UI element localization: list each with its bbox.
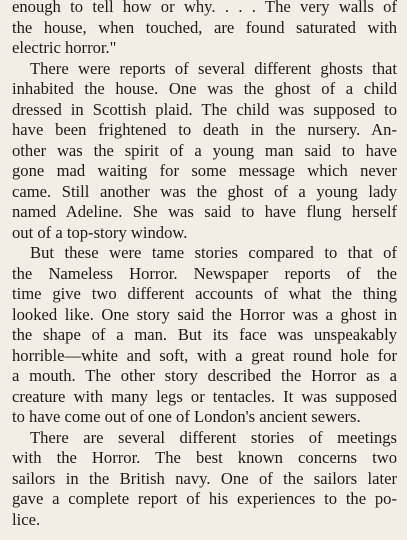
text-line: sailors in the British navy. One of the sailors later xyxy=(12,468,397,488)
paragraph-meetings xyxy=(12,428,397,531)
text-line: enough to tell how or why. . . . The very walls of xyxy=(12,0,397,16)
text-line: inhabited the house. One was the ghost of a child xyxy=(12,79,397,98)
text-line: to have come out of one of London's ancient sewers. xyxy=(12,407,361,426)
text-line: the Nameless Horror. Newspaper reports of the xyxy=(12,263,397,283)
text-line: But these were tame stories compared to that of xyxy=(30,243,397,262)
paragraph-nameless-horror xyxy=(12,243,397,428)
text-line: the house, when touched, are found saturated with xyxy=(12,17,397,37)
text-line: There are several different stories of meetings xyxy=(30,427,397,447)
text-line: a mouth. The other story described the Horror as a xyxy=(12,366,397,385)
text-line: named Adeline. She was said to have flung herself xyxy=(12,202,397,221)
text-line: horrible—white and soft, with a great round hole for xyxy=(12,345,397,365)
text-line: dressed in Scottish plaid. The child was supposed to xyxy=(12,99,397,119)
text-line: with the Horror. The best known concerns two xyxy=(12,448,397,467)
text-line: other was the spirit of a young man said to have xyxy=(12,140,397,160)
text-line: time give two different accounts of what the thing xyxy=(12,284,397,303)
text-line: gave a complete report of his experiences to the po- xyxy=(12,489,397,508)
text-line: have been frightened to death in the nursery. An- xyxy=(12,120,397,139)
text-line: the shape of a man. But its face was unspeakably xyxy=(12,325,397,344)
text-line: electric horror." xyxy=(12,38,117,57)
paragraph-ghosts xyxy=(12,59,397,244)
text-line: looked like. One story said the Horror was a ghost in xyxy=(12,304,397,324)
paragraph-continued xyxy=(12,0,397,59)
text-line: There were reports of several different ghosts that xyxy=(30,58,397,78)
text-line: lice. xyxy=(12,509,41,529)
text-line: came. Still another was the ghost of a young lady xyxy=(12,181,397,201)
text-line: out of a top-story window. xyxy=(12,222,188,242)
text-line: creature with many legs or tentacles. It was supposed xyxy=(12,386,397,406)
text-line: gone mad waiting for some message which never xyxy=(12,161,397,180)
